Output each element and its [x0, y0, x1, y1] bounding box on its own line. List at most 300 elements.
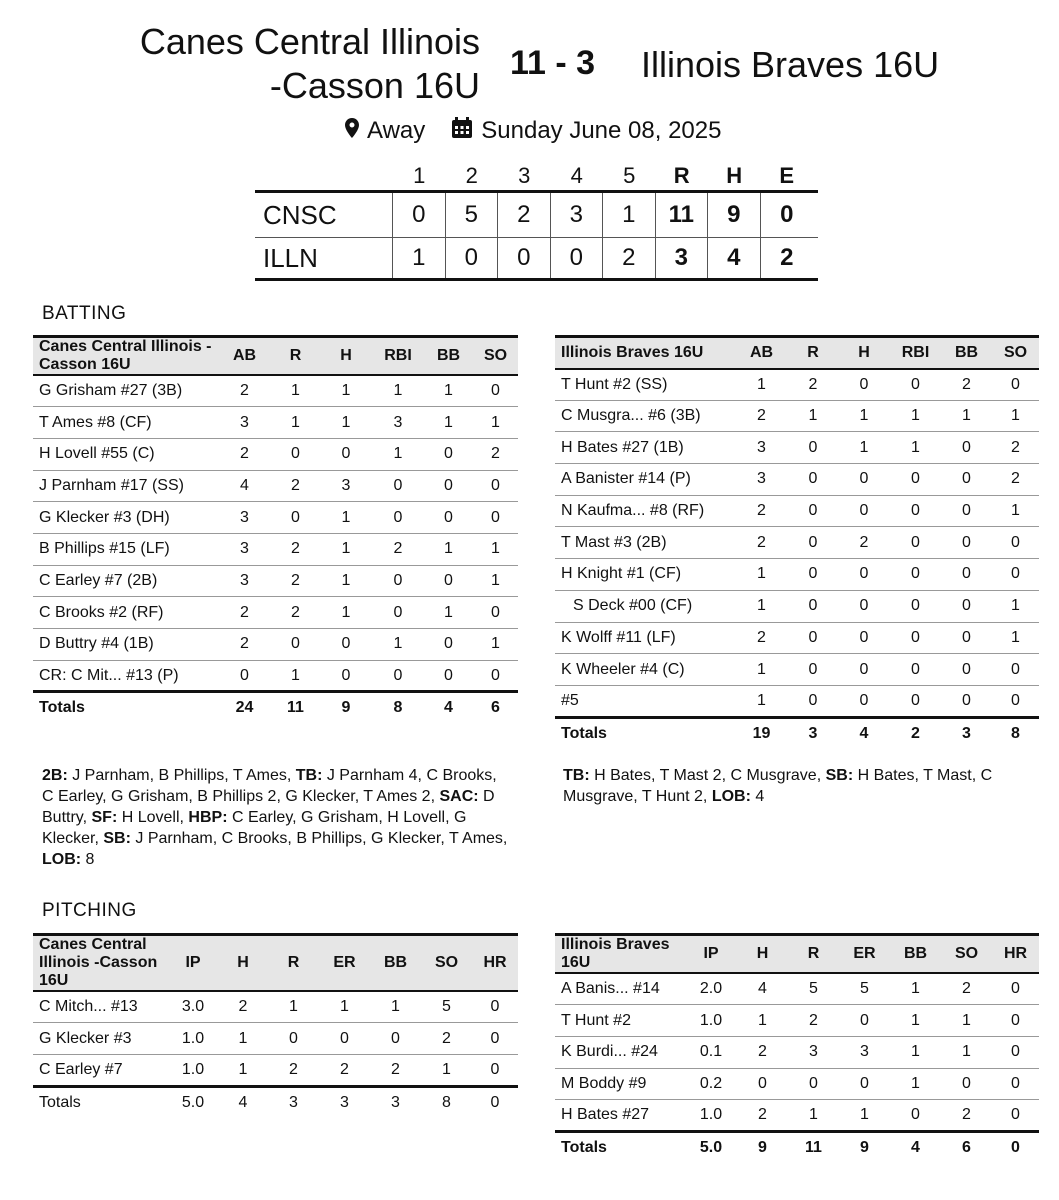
inning-header: 3 — [518, 163, 531, 188]
stat-value: 0 — [320, 629, 372, 661]
stat-value: 1 — [424, 407, 473, 439]
stat-header: SO — [941, 935, 992, 974]
stat-value: 1 — [941, 1005, 992, 1037]
stat-value: 1 — [890, 1036, 941, 1068]
stat-value: 2 — [473, 438, 518, 470]
stat-value: 5 — [839, 973, 890, 1005]
stat-value: 0 — [473, 502, 518, 534]
stat-value: 1 — [788, 1100, 839, 1132]
stat-value: 1 — [319, 991, 370, 1023]
note-text: J Parnham, B Phillips, T Ames, — [67, 767, 296, 784]
total-value: 11 — [287, 699, 304, 717]
player-name: C Musgra... #6 (3B) — [555, 400, 735, 432]
stat-header: R — [788, 935, 839, 974]
stat-value: 2 — [941, 1100, 992, 1132]
stat-value: 0 — [788, 559, 838, 591]
table-header-row — [555, 337, 1039, 369]
away-batting-notes — [563, 765, 1033, 807]
total-value: 4 — [238, 1093, 248, 1111]
stat-value: 2 — [737, 1100, 788, 1132]
linescore — [255, 162, 818, 281]
stat-value: 0 — [941, 590, 992, 622]
stat-value: 1 — [735, 590, 788, 622]
stat-value: 0 — [941, 464, 992, 496]
stat-header: HR — [992, 935, 1039, 974]
stat-header: HR — [472, 935, 518, 992]
player-name: S Deck #00 (CF) — [555, 590, 735, 622]
stat-value: 0 — [890, 369, 941, 401]
total-value: 4 — [444, 699, 453, 717]
stat-value: 0 — [992, 1068, 1039, 1100]
linescore-body — [255, 190, 818, 281]
stat-value: 0 — [372, 565, 424, 597]
stat-value: 1 — [421, 1054, 472, 1086]
stat-value: 5 — [421, 991, 472, 1023]
player-name: G Klecker #3 — [33, 1023, 168, 1055]
stat-value: 1 — [320, 502, 372, 534]
player-name: T Ames #8 (CF) — [33, 407, 218, 439]
stat-value: 0 — [473, 375, 518, 407]
away-batting-table — [555, 335, 1039, 749]
stat-value: 1 — [218, 1023, 268, 1055]
note-label: SF: — [91, 809, 118, 826]
stat-value: 1 — [890, 1068, 941, 1100]
stat-value: 1 — [735, 559, 788, 591]
player-name: T Hunt #2 — [555, 1005, 685, 1037]
stat-value: 0 — [941, 559, 992, 591]
stat-header: BB — [941, 337, 992, 369]
stat-value: 0 — [890, 590, 941, 622]
stat-value: 0 — [424, 470, 473, 502]
stat-value: 1 — [271, 375, 320, 407]
stat-value: 2 — [218, 375, 271, 407]
stat-value: 1.0 — [685, 1005, 737, 1037]
stat-value: 0 — [992, 369, 1039, 401]
stat-value: 3 — [735, 464, 788, 496]
stat-header: ER — [319, 935, 370, 992]
home-team-name: Canes Central Illinois -Casson 16U — [139, 21, 480, 106]
inning-header: 5 — [623, 163, 636, 188]
stat-value: 2 — [218, 438, 271, 470]
game-date — [451, 117, 721, 146]
inning-header: 4 — [570, 163, 583, 188]
stat-value: 0 — [838, 369, 890, 401]
table-row — [33, 660, 518, 692]
total-value: 2 — [911, 724, 920, 742]
stat-value: 2 — [735, 400, 788, 432]
game-meta — [345, 116, 721, 146]
pitching-section-title: PITCHING — [42, 900, 137, 921]
location — [345, 117, 425, 145]
player-name: K Wheeler #4 (C) — [555, 654, 735, 686]
totals-label: Totals — [39, 699, 85, 717]
stat-value: 0 — [838, 590, 890, 622]
stat-value: 0 — [372, 597, 424, 629]
final-score: 11 - 3 — [510, 44, 596, 82]
stat-value: 1 — [320, 533, 372, 565]
stat-value: 2 — [268, 1054, 319, 1086]
stat-value: 0 — [424, 438, 473, 470]
stat-value: 3 — [218, 533, 271, 565]
hits-header: H — [726, 163, 743, 188]
inning-score: 0 — [498, 238, 551, 278]
table-row — [555, 685, 1039, 717]
stat-value: 1 — [473, 565, 518, 597]
stat-value: 0 — [788, 464, 838, 496]
table-row — [555, 1100, 1039, 1132]
stat-value: 1 — [890, 973, 941, 1005]
stat-header: R — [788, 337, 838, 369]
stat-value: 2 — [271, 533, 320, 565]
team-header: Illinois Braves 16U — [555, 935, 685, 974]
linescore-header — [255, 162, 818, 190]
note-label: TB: — [563, 767, 590, 784]
stat-header: R — [268, 935, 319, 992]
batting-section-title: BATTING — [42, 303, 127, 324]
stat-value: 1 — [992, 495, 1039, 527]
stat-value: 0 — [372, 502, 424, 534]
table-row — [555, 590, 1039, 622]
stat-header: H — [320, 337, 372, 376]
stat-value: 0 — [838, 685, 890, 717]
stat-value: 2 — [370, 1054, 421, 1086]
player-name: G Klecker #3 (DH) — [33, 502, 218, 534]
stat-value: 2 — [788, 1005, 839, 1037]
stat-value: 1 — [372, 438, 424, 470]
stat-value: 2 — [992, 464, 1039, 496]
note-text: 8 — [81, 851, 95, 868]
total-value: 3 — [289, 1093, 298, 1111]
inning-score: 0 — [551, 238, 604, 278]
stat-value: 3 — [735, 432, 788, 464]
stat-value: 0 — [992, 559, 1039, 591]
stat-value: 0 — [890, 654, 941, 686]
total-value: 9 — [860, 1139, 869, 1157]
stat-value: 1 — [271, 660, 320, 692]
stat-value: 1 — [941, 400, 992, 432]
stat-value: 0 — [788, 527, 838, 559]
player-name: J Parnham #17 (SS) — [33, 470, 218, 502]
stat-value: 1 — [372, 375, 424, 407]
stat-value: 0 — [838, 495, 890, 527]
stat-value: 5 — [788, 973, 839, 1005]
home-pitching-table — [33, 933, 518, 1118]
table-row — [555, 1068, 1039, 1100]
totals-label: Totals — [39, 1093, 81, 1111]
player-name: N Kaufma... #8 (RF) — [555, 495, 735, 527]
stat-value: 1 — [890, 432, 941, 464]
stat-value: 2 — [372, 533, 424, 565]
stat-value: 0 — [992, 1036, 1039, 1068]
home-batting-table — [33, 335, 518, 724]
stat-value: 1 — [320, 375, 372, 407]
stat-value: 0 — [271, 629, 320, 661]
stat-value: 0 — [472, 991, 518, 1023]
stat-value: 0 — [424, 629, 473, 661]
team-header: Canes Central Illinois -Casson 16U — [33, 935, 168, 992]
stat-value: 0 — [890, 495, 941, 527]
stat-value: 2.0 — [685, 973, 737, 1005]
stat-value: 0 — [992, 654, 1039, 686]
stat-header: R — [271, 337, 320, 376]
stat-header: H — [838, 337, 890, 369]
stat-value: 0.2 — [685, 1068, 737, 1100]
table-row — [555, 654, 1039, 686]
totals-row — [33, 692, 518, 724]
hits-total: 9 — [708, 193, 761, 237]
errors-total: 2 — [780, 244, 794, 271]
stat-value: 0 — [788, 432, 838, 464]
stat-value: 1 — [370, 991, 421, 1023]
note-text: J Parnham, C Brooks, B Phillips, G Klecker, T Ames, — [130, 830, 508, 847]
stat-value: 0 — [372, 660, 424, 692]
linescore-row — [255, 193, 818, 237]
player-name: H Lovell #55 (C) — [33, 438, 218, 470]
stat-value: 0 — [424, 502, 473, 534]
player-name: G Grisham #27 (3B) — [33, 375, 218, 407]
total-value: 24 — [235, 699, 254, 717]
stat-value: 1 — [320, 597, 372, 629]
table-row — [33, 407, 518, 439]
stat-value: 1 — [735, 685, 788, 717]
total-value: 19 — [752, 724, 771, 742]
stat-value: 3 — [788, 1036, 839, 1068]
stat-value: 2 — [271, 597, 320, 629]
stat-value: 1 — [839, 1100, 890, 1132]
player-name: A Banister #14 (P) — [555, 464, 735, 496]
stat-value: 1 — [320, 407, 372, 439]
total-value: 3 — [962, 724, 971, 742]
stat-value: 1 — [992, 400, 1039, 432]
game-header — [0, 18, 1059, 108]
stat-value: 1 — [890, 400, 941, 432]
total-value: 5.0 — [699, 1139, 723, 1157]
stat-value: 4 — [737, 973, 788, 1005]
stat-header: RBI — [890, 337, 941, 369]
errors-total: 0 — [780, 201, 794, 228]
runs-header: R — [673, 163, 690, 188]
stat-value: 0 — [473, 660, 518, 692]
stat-value: 0 — [890, 527, 941, 559]
date-label: Sunday June 08, 2025 — [481, 117, 722, 144]
stat-value: 2 — [218, 629, 271, 661]
note-label: HBP: — [188, 809, 228, 826]
total-value: 4 — [859, 724, 869, 742]
totals-row — [555, 1131, 1039, 1163]
note-text: H Bates, T Mast, C Musgrave, T Hunt 2, — [563, 767, 993, 805]
total-value: 8 — [1011, 724, 1020, 742]
table-row — [33, 375, 518, 407]
table-row — [33, 1054, 518, 1086]
stat-value: 1 — [372, 629, 424, 661]
total-value: 9 — [341, 699, 351, 717]
player-name: M Boddy #9 — [555, 1068, 685, 1100]
stat-value: 0.1 — [685, 1036, 737, 1068]
inning-score: 0 — [393, 193, 446, 237]
stat-value: 2 — [838, 527, 890, 559]
hits-total: 4 — [708, 238, 761, 278]
note-text: H Lovell, — [117, 809, 189, 826]
table-row — [33, 1023, 518, 1055]
stat-value: 0 — [890, 559, 941, 591]
stat-header: SO — [992, 337, 1039, 369]
table-row — [555, 1005, 1039, 1037]
stat-value: 0 — [941, 654, 992, 686]
player-name: K Wolff #11 (LF) — [555, 622, 735, 654]
table-row — [33, 597, 518, 629]
stat-value: 2 — [421, 1023, 472, 1055]
note-text: 4 — [750, 788, 765, 805]
map-pin-icon — [345, 117, 359, 145]
totals-label: Totals — [561, 1139, 607, 1157]
stat-value: 1 — [473, 407, 518, 439]
stat-value: 4 — [218, 470, 271, 502]
stat-value: 2 — [735, 495, 788, 527]
stat-value: 0 — [941, 1068, 992, 1100]
table-row — [33, 502, 518, 534]
table-row — [555, 559, 1039, 591]
stat-value: 0 — [788, 685, 838, 717]
player-name: B Phillips #15 (LF) — [33, 533, 218, 565]
stat-value: 0 — [271, 438, 320, 470]
stat-value: 2 — [941, 973, 992, 1005]
player-name: K Burdi... #24 — [555, 1036, 685, 1068]
player-name: C Earley #7 (2B) — [33, 565, 218, 597]
stat-value: 0 — [472, 1023, 518, 1055]
stat-value: 0 — [218, 660, 271, 692]
note-text: D Buttry, — [42, 788, 495, 826]
total-value: 6 — [962, 1139, 971, 1157]
stat-value: 1 — [473, 533, 518, 565]
linescore-team: CNSC — [255, 193, 393, 237]
total-value: 3 — [391, 1093, 400, 1111]
stat-value: 3 — [218, 502, 271, 534]
stat-value: 1.0 — [168, 1023, 218, 1055]
stat-value: 1 — [992, 590, 1039, 622]
table-row — [33, 565, 518, 597]
player-name: C Mitch... #13 — [33, 991, 168, 1023]
note-text: J Parnham 4, C Brooks, C Earley, G Grisham, B Phillips 2, G Klecker, T Ames 2, — [42, 767, 497, 805]
stat-value: 0 — [320, 438, 372, 470]
stat-value: 0 — [473, 470, 518, 502]
stat-value: 3 — [218, 565, 271, 597]
stat-header: BB — [370, 935, 421, 992]
runs-total: 3 — [656, 238, 709, 278]
inning-score: 3 — [551, 193, 604, 237]
player-name: #5 — [555, 685, 735, 717]
total-value: 9 — [758, 1139, 767, 1157]
stat-header: BB — [890, 935, 941, 974]
table-row — [555, 432, 1039, 464]
stat-value: 2 — [271, 470, 320, 502]
stat-value: 0 — [941, 622, 992, 654]
stat-header: H — [218, 935, 268, 992]
stat-value: 1 — [735, 369, 788, 401]
stat-value: 0 — [788, 622, 838, 654]
table-row — [555, 622, 1039, 654]
stat-value: 1 — [788, 400, 838, 432]
note-label: SAC: — [439, 788, 479, 805]
stat-value: 0 — [838, 464, 890, 496]
total-value: 4 — [911, 1139, 920, 1157]
stat-value: 3 — [218, 407, 271, 439]
stat-header: SO — [421, 935, 472, 992]
totals-label: Totals — [561, 724, 607, 742]
total-value: 0 — [1011, 1139, 1020, 1157]
linescore-team: ILLN — [255, 238, 393, 278]
away-team-name: Illinois Braves 16U — [641, 44, 940, 85]
stat-value: 1 — [737, 1005, 788, 1037]
stat-value: 0 — [737, 1068, 788, 1100]
stat-header: H — [737, 935, 788, 974]
stat-value: 0 — [788, 590, 838, 622]
stat-value: 0 — [319, 1023, 370, 1055]
table-row — [555, 1036, 1039, 1068]
stat-value: 2 — [788, 369, 838, 401]
home-batting-notes — [42, 765, 512, 870]
stat-value: 0 — [271, 502, 320, 534]
stat-value: 2 — [941, 369, 992, 401]
errors-header: E — [779, 163, 795, 188]
stat-value: 2 — [319, 1054, 370, 1086]
player-name: C Brooks #2 (RF) — [33, 597, 218, 629]
note-label: SB: — [825, 767, 854, 784]
table-row — [555, 400, 1039, 432]
player-name: H Knight #1 (CF) — [555, 559, 735, 591]
stat-value: 0 — [838, 654, 890, 686]
inning-header: 1 — [413, 163, 426, 188]
stat-value: 3 — [320, 470, 372, 502]
stat-value: 0 — [424, 660, 473, 692]
table-row — [555, 369, 1039, 401]
stat-value: 0 — [472, 1054, 518, 1086]
stat-value: 1 — [424, 597, 473, 629]
stat-value: 0 — [788, 654, 838, 686]
stat-value: 0 — [788, 495, 838, 527]
note-label: SB: — [103, 830, 131, 847]
stat-value: 0 — [839, 1005, 890, 1037]
stat-value: 1 — [424, 375, 473, 407]
table-row — [33, 991, 518, 1023]
note-label: LOB: — [42, 851, 82, 868]
stat-value: 0 — [941, 685, 992, 717]
stat-value: 0 — [839, 1068, 890, 1100]
stat-value: 1 — [838, 432, 890, 464]
stat-value: 1 — [838, 400, 890, 432]
stat-value: 0 — [268, 1023, 319, 1055]
team-header: Canes Central Illinois -Casson 16U — [33, 337, 218, 376]
note-label: 2B: — [42, 767, 68, 784]
stat-value: 1 — [992, 622, 1039, 654]
stat-value: 0 — [890, 464, 941, 496]
location-label: Away — [367, 117, 426, 144]
player-name: T Mast #3 (2B) — [555, 527, 735, 559]
stat-value: 3.0 — [168, 991, 218, 1023]
totals-row — [555, 717, 1039, 749]
stat-value: 0 — [473, 597, 518, 629]
stat-value: 0 — [941, 527, 992, 559]
stat-value: 3 — [839, 1036, 890, 1068]
stat-value: 0 — [838, 622, 890, 654]
total-value: 11 — [805, 1139, 822, 1157]
stat-header: IP — [685, 935, 737, 974]
stat-value: 0 — [992, 973, 1039, 1005]
player-name: H Bates #27 — [555, 1100, 685, 1132]
calendar-icon — [451, 117, 473, 146]
player-name: CR: C Mit... #13 (P) — [33, 660, 218, 692]
stat-value: 0 — [992, 1005, 1039, 1037]
stat-value: 1 — [271, 407, 320, 439]
